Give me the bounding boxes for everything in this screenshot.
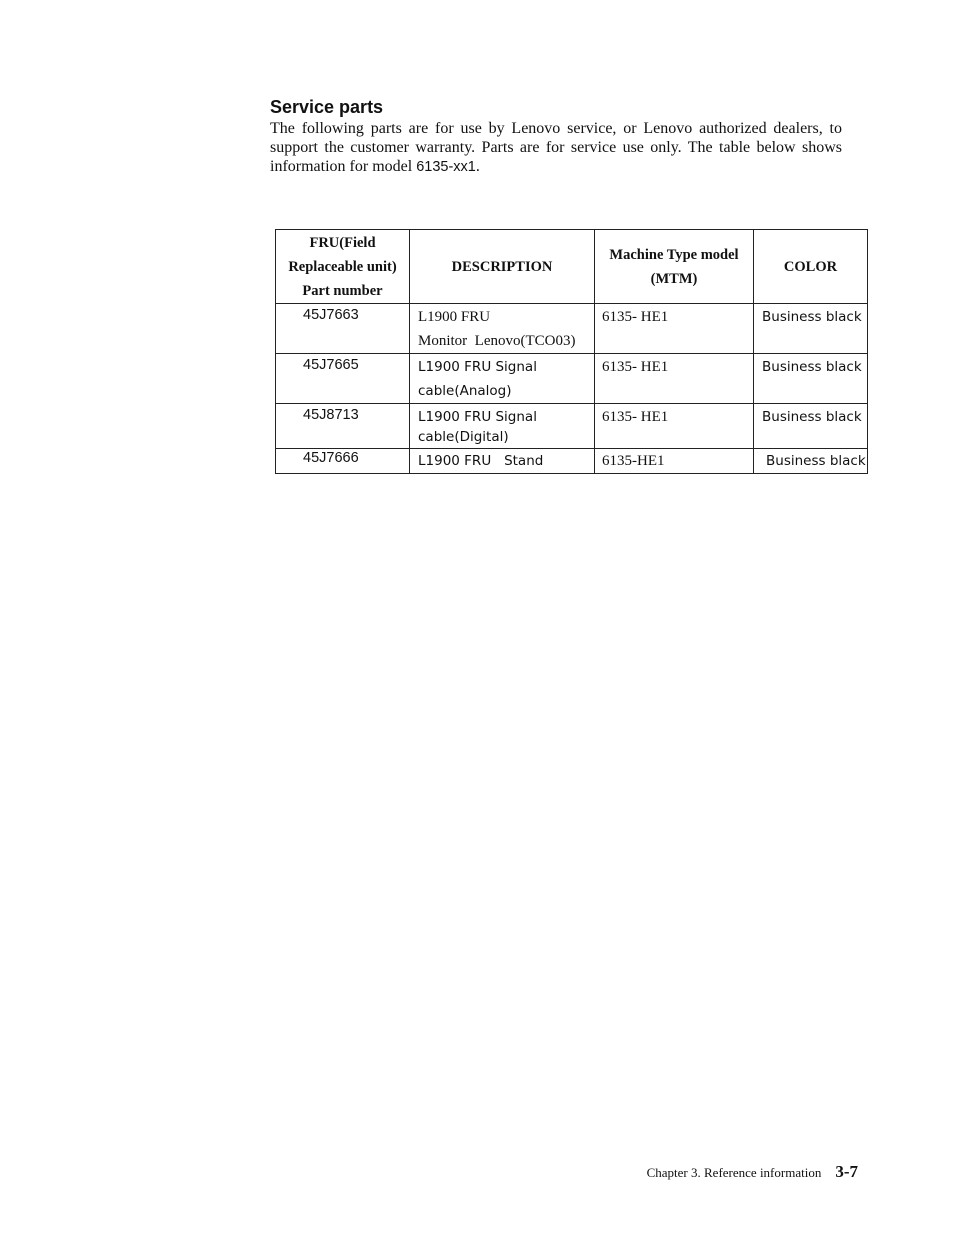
part-color: Business black: [754, 354, 868, 404]
part-mtm: 6135-HE1: [595, 449, 754, 474]
page-footer: [647, 1162, 858, 1182]
service-parts-table: [275, 229, 868, 474]
part-color: Business black: [754, 449, 868, 474]
description-line: Monitor Lenovo(TCO03): [418, 333, 576, 349]
part-number: 45J7665: [276, 354, 410, 404]
part-description: [410, 354, 595, 404]
part-description: [410, 449, 595, 474]
intro-model: 6135-xx1: [416, 159, 476, 175]
footer-chapter: Chapter 3. Reference information: [646, 1165, 822, 1180]
table-row: [276, 354, 868, 404]
part-color: Business black: [754, 304, 868, 354]
part-mtm: 6135- HE1: [595, 404, 754, 449]
part-number: 45J7663: [276, 304, 410, 354]
description-line: cable(Analog): [418, 383, 512, 399]
description-line: L1900 FRU Signal: [418, 409, 537, 425]
intro-paragraph: [270, 119, 842, 177]
header-fru-line2: Replaceable unit): [288, 258, 397, 275]
page-number: 3-7: [835, 1162, 858, 1181]
part-description: [410, 304, 595, 354]
header-fru-line3: Part number: [302, 282, 383, 299]
part-description: [410, 404, 595, 449]
description-line: L1900 FRU: [418, 309, 491, 325]
header-mtm-line2: (MTM): [650, 270, 698, 287]
header-mtm-line1: Machine Type model: [609, 246, 739, 263]
part-color: Business black: [754, 404, 868, 449]
part-mtm: 6135- HE1: [595, 304, 754, 354]
intro-end: .: [475, 158, 480, 175]
intro-text: The following parts are for use by Lenovo service, or Lenovo authorized dealers, to support the customer warranty. Parts are for service use only. The table below shows information for model: [270, 120, 842, 175]
table-row: [276, 404, 868, 449]
table-row: [276, 304, 868, 354]
part-number: 45J8713: [276, 404, 410, 449]
header-color: COLOR: [754, 230, 868, 304]
header-mtm: [595, 230, 754, 304]
section-heading: Service parts: [270, 97, 384, 117]
part-mtm: 6135- HE1: [595, 354, 754, 404]
description-line: L1900 FRU Stand: [418, 453, 544, 469]
description-line: L1900 FRU Signal: [418, 359, 537, 375]
description-line: cable(Digital): [418, 429, 509, 445]
header-description: DESCRIPTION: [410, 230, 595, 304]
table-row: [276, 449, 868, 474]
part-number: 45J7666: [276, 449, 410, 474]
header-fru: [276, 230, 410, 304]
header-fru-line1: FRU(Field: [309, 234, 376, 251]
table-header-row: [276, 230, 868, 304]
